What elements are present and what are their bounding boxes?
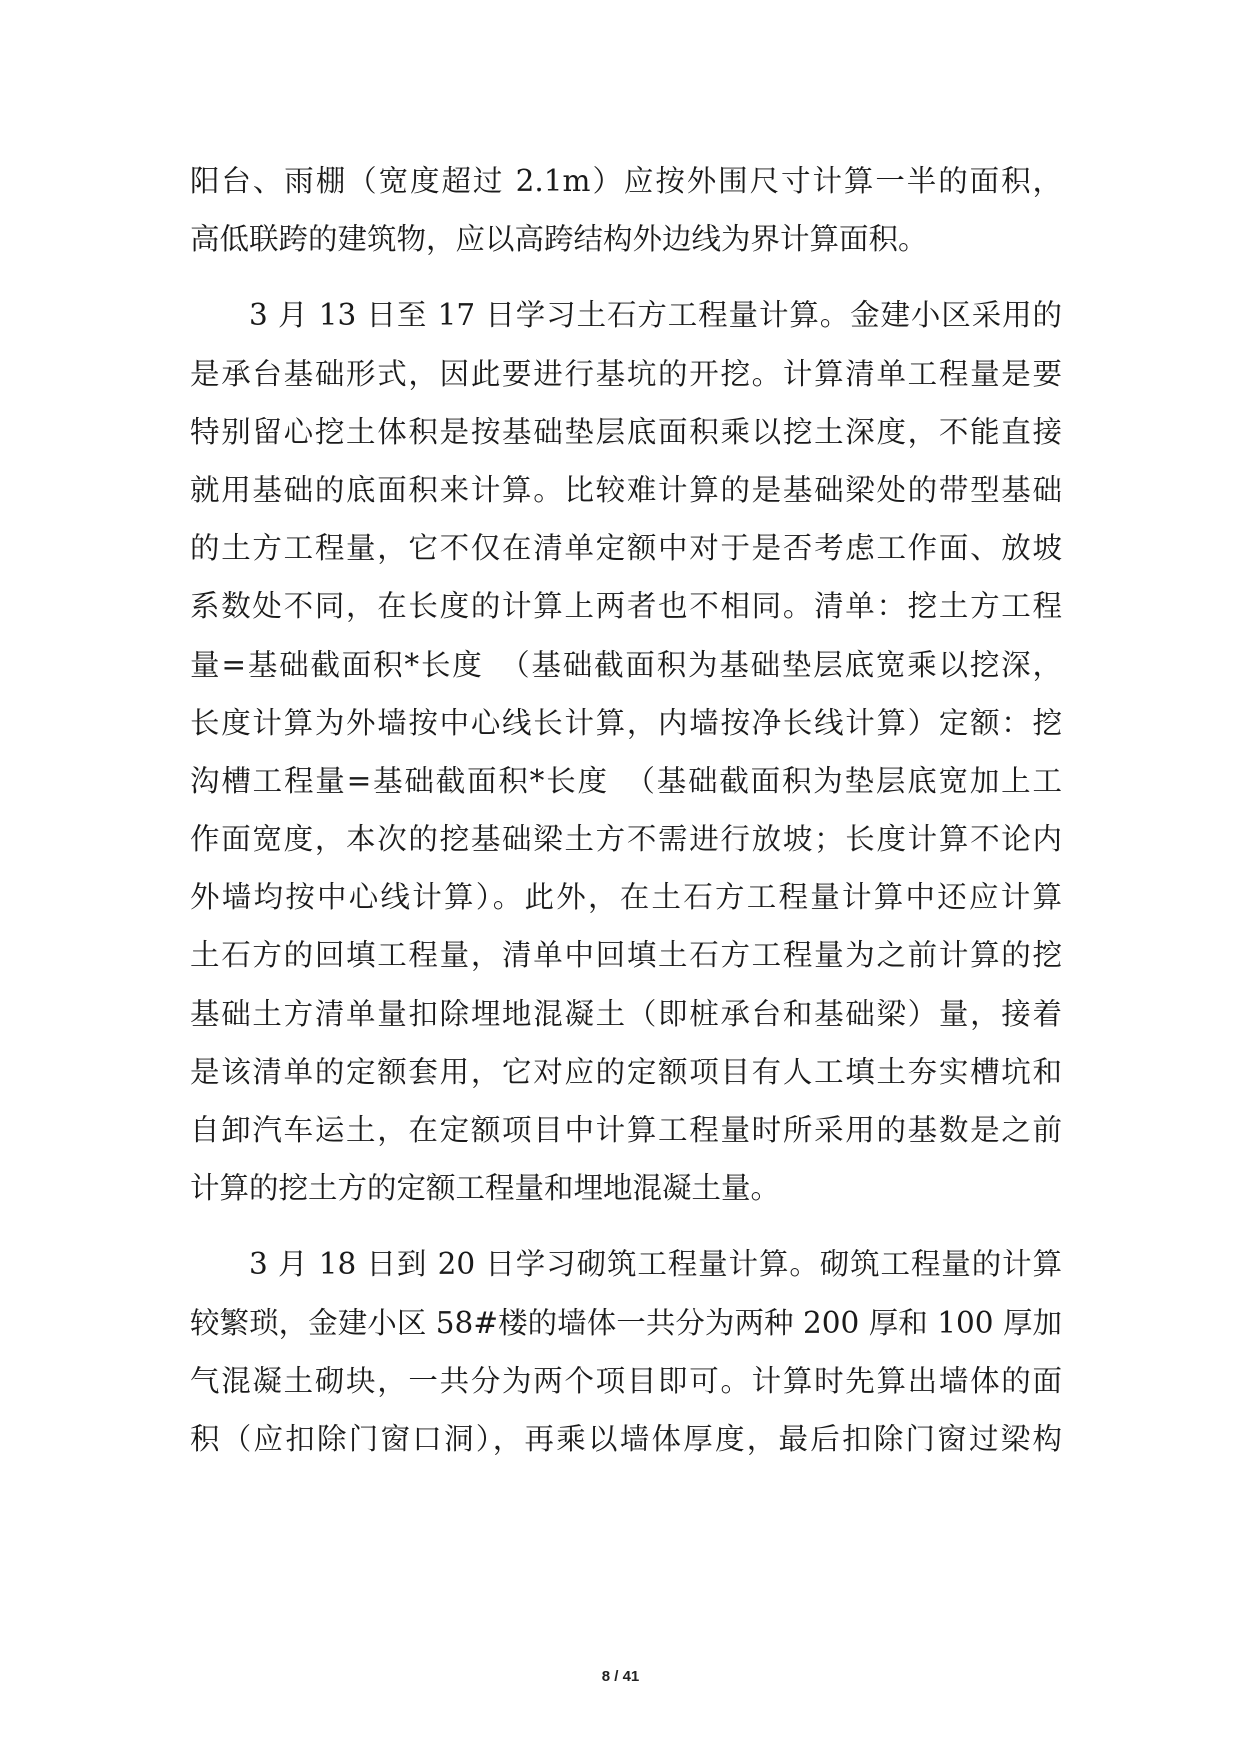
text-line: 土石方的回填工程量，清单中回填土石方工程量为之前计算的挖 (190, 938, 1062, 973)
paragraph-masonry (190, 1235, 1062, 1468)
text-line: 3 月 13 日至 17 日学习土石方工程量计算。金建小区采用的 (249, 298, 1062, 333)
text-line: 高低联跨的建筑物，应以高跨结构外边线为界计算面积。 (190, 222, 928, 257)
text-line: 阳台、雨棚（宽度超过 2.1m）应按外围尺寸计算一半的面积， (190, 164, 1062, 198)
paragraph-balcony-area (190, 152, 1062, 268)
document-body (190, 152, 1062, 1468)
text-line: 作面宽度，本次的挖基础梁土方不需进行放坡；长度计算不论内 (190, 822, 1062, 857)
text-line: 沟槽工程量=基础截面积*长度 （基础截面积为垫层底宽加上工 (190, 763, 1062, 798)
text-line: 就用基础的底面积来计算。比较难计算的是基础梁处的带型基础 (190, 472, 1062, 507)
text-line: 气混凝土砌块，一共分为两个项目即可。计算时先算出墙体的面 (190, 1363, 1062, 1398)
text-line: 3 月 18 日到 20 日学习砌筑工程量计算。砌筑工程量的计算 (249, 1247, 1062, 1282)
text-line: 计算的挖土方的定额工程量和埋地混凝土量。 (190, 1171, 781, 1206)
text-line: 基础土方清单量扣除埋地混凝土（即桩承台和基础梁）量，接着 (190, 996, 1062, 1031)
text-line: 是承台基础形式，因此要进行基坑的开挖。计算清单工程量是要 (190, 356, 1062, 391)
text-line: 的土方工程量，它不仅在清单定额中对于是否考虑工作面、放坡 (190, 531, 1062, 566)
text-line: 量=基础截面积*长度 （基础截面积为基础垫层底宽乘以挖深， (190, 647, 1062, 682)
text-line: 系数处不同，在长度的计算上两者也不相同。清单：挖土方工程 (190, 589, 1062, 624)
text-line: 积（应扣除门窗口洞），再乘以墙体厚度，最后扣除门窗过梁构 (190, 1421, 1062, 1456)
text-line: 特别留心挖土体积是按基础垫层底面积乘以挖土深度，不能直接 (190, 414, 1062, 449)
text-line: 较繁琐，金建小区 58#楼的墙体一共分为两种 200 厚和 100 厚加 (190, 1305, 1062, 1340)
text-line: 外墙均按中心线计算）。此外，在土石方工程量计算中还应计算 (190, 880, 1062, 915)
text-line: 长度计算为外墙按中心线长计算，内墙按净长线计算）定额：挖 (190, 705, 1062, 740)
text-line: 自卸汽车运土，在定额项目中计算工程量时所采用的基数是之前 (190, 1113, 1062, 1147)
paragraph-earthwork (190, 286, 1062, 1217)
page-number: 8 / 41 (601, 1668, 640, 1685)
text-line: 是该清单的定额套用，它对应的定额项目有人工填土夯实槽坑和 (190, 1054, 1062, 1089)
